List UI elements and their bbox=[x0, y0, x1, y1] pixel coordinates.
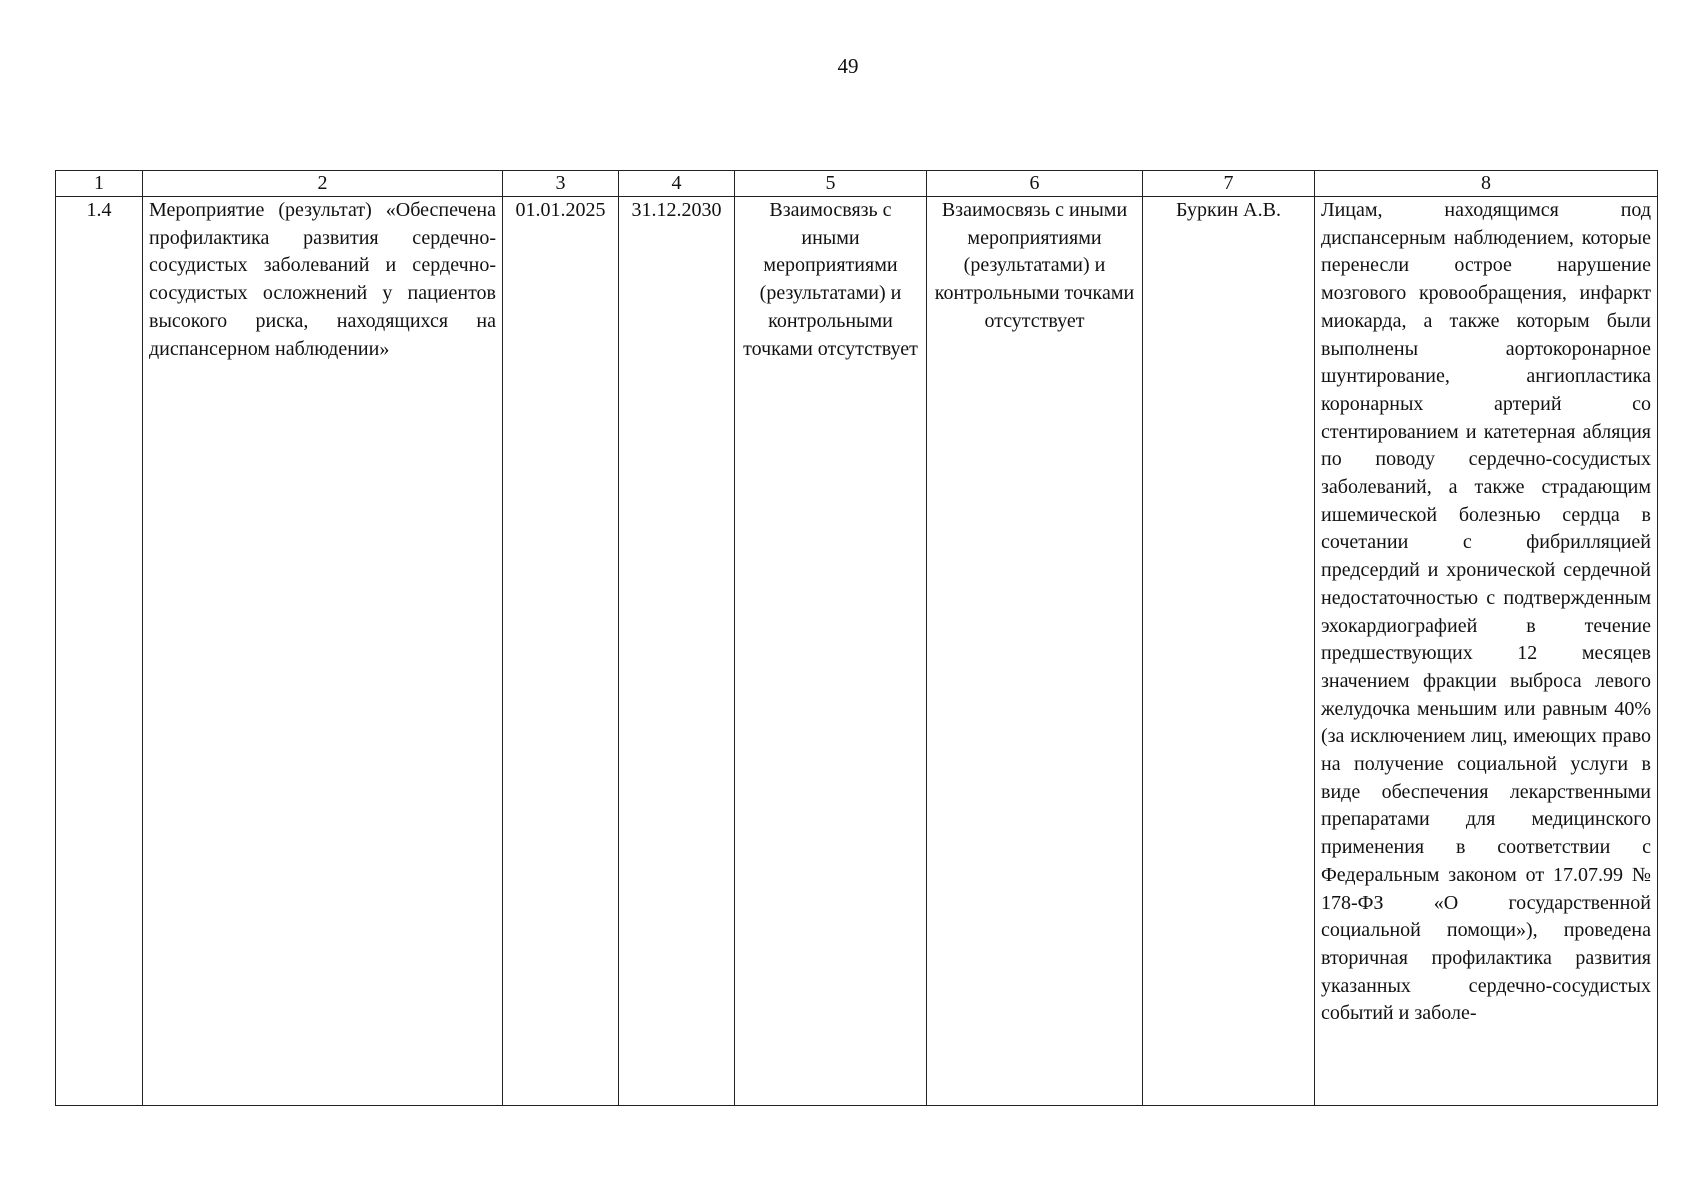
column-header-4: 4 bbox=[619, 171, 735, 197]
relation-control-points-cell: Взаимосвязь с иными мероприятиями (результатами) и контрольными точками отсутствует bbox=[927, 197, 1143, 1106]
column-header-8: 8 bbox=[1315, 171, 1658, 197]
column-header-5: 5 bbox=[735, 171, 927, 197]
table-header-row bbox=[56, 171, 1658, 197]
description-cell: Лицам, находящимся под диспансерным наблюдением, которые перенесли острое нарушение мозгового кровообращения, инфаркт миокарда, а также которым были выполнены аортокоронарное шунтирование, ангиопластика коронарных артерий со стентированием и катетерная абляция по поводу сердечно-сосудистых заболеваний, а также страдающим ишемической болезнью сердца в сочетании с фибрилляцией предсердий и хронической сердечной недостаточностью с подтвержденным эхокардиографией в течение предшествующих 12 месяцев значением фракции выброса левого желудочка меньшим или равным 40% (за исключением лиц, имеющих право на получение социальной услуги в виде обеспечения лекарственными препаратами для медицинского применения в соответствии с Федеральным законом от 17.07.99 № 178-ФЗ «О государственной социальной помощи»), проведена вторичная профилактика развития указанных сердечно-сосудистых событий и заболе- bbox=[1315, 197, 1658, 1106]
plan-table bbox=[55, 170, 1658, 1106]
column-header-6: 6 bbox=[927, 171, 1143, 197]
end-date-cell: 31.12.2030 bbox=[619, 197, 735, 1106]
column-header-2: 2 bbox=[143, 171, 503, 197]
relation-events-cell: Взаимосвязь с иными мероприятиями (результатами) и контрольными точками отсутствует bbox=[735, 197, 927, 1106]
page-number: 49 bbox=[837, 54, 859, 78]
responsible-person-cell: Буркин А.В. bbox=[1143, 197, 1315, 1106]
column-header-1: 1 bbox=[56, 171, 143, 197]
table-row bbox=[56, 197, 1658, 1106]
column-header-7: 7 bbox=[1143, 171, 1315, 197]
column-header-3: 3 bbox=[503, 171, 619, 197]
row-number-cell: 1.4 bbox=[56, 197, 143, 1106]
event-title-cell: Мероприятие (результат) «Обеспечена профилактика развития сердечно-сосудистых заболеваний и сердечно-сосудистых осложнений у пациентов высокого риска, находящихся на диспансерном наблюдении» bbox=[143, 197, 503, 1106]
start-date-cell: 01.01.2025 bbox=[503, 197, 619, 1106]
